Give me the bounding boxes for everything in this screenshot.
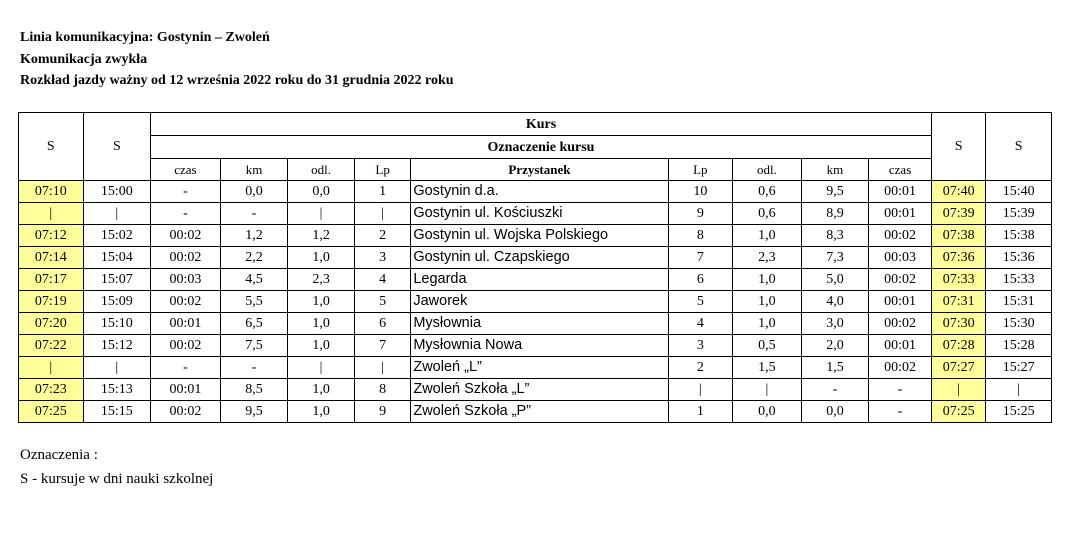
- cell-odl-return: 0,6: [733, 181, 802, 203]
- cell-odl-return: 2,3: [733, 247, 802, 269]
- cell-ret-s1: 07:30: [931, 313, 985, 335]
- cell-lp-return: |: [668, 379, 733, 401]
- cell-ret-s2: 15:39: [986, 203, 1052, 225]
- cell-km-return: 2,0: [801, 335, 869, 357]
- cell-czas: -: [151, 357, 221, 379]
- cell-dep-s2: 15:15: [83, 401, 151, 423]
- cell-lp-return: 5: [668, 291, 733, 313]
- cell-lp-return: 4: [668, 313, 733, 335]
- table-row: [19, 181, 1052, 203]
- cell-ret-s1: 07:25: [931, 401, 985, 423]
- cell-odl: 1,2: [288, 225, 355, 247]
- cell-stop-name: Gostynin ul. Wojska Polskiego: [411, 225, 668, 247]
- cell-ret-s1: 07:33: [931, 269, 985, 291]
- cell-km-return: 7,3: [801, 247, 869, 269]
- cell-ret-s2: 15:36: [986, 247, 1052, 269]
- cell-dep-s2: 15:02: [83, 225, 151, 247]
- cell-ret-s1: 07:28: [931, 335, 985, 357]
- subheader-odl: odl.: [288, 159, 355, 181]
- cell-ret-s1: |: [931, 379, 985, 401]
- cell-czas-return: 00:02: [869, 357, 932, 379]
- cell-czas: 00:01: [151, 313, 221, 335]
- cell-ret-s2: 15:31: [986, 291, 1052, 313]
- subheader-przystanek: Przystanek: [411, 159, 668, 181]
- cell-lp: |: [354, 357, 410, 379]
- cell-dep-s2: 15:09: [83, 291, 151, 313]
- cell-lp: 1: [354, 181, 410, 203]
- cell-dep-s2: 15:00: [83, 181, 151, 203]
- subheader-czas-return: czas: [869, 159, 932, 181]
- course-header-right-1: S: [931, 113, 985, 181]
- cell-lp-return: 7: [668, 247, 733, 269]
- cell-odl-return: |: [733, 379, 802, 401]
- cell-odl-return: 0,5: [733, 335, 802, 357]
- subheader-row: [19, 159, 1052, 181]
- cell-km: -: [220, 203, 288, 225]
- cell-ret-s2: 15:33: [986, 269, 1052, 291]
- cell-dep-s2: 15:07: [83, 269, 151, 291]
- cell-stop-name: Zwoleń Szkoła „L”: [411, 379, 668, 401]
- cell-stop-name: Legarda: [411, 269, 668, 291]
- cell-czas-return: 00:01: [869, 203, 932, 225]
- cell-ret-s1: 07:31: [931, 291, 985, 313]
- cell-czas: 00:02: [151, 291, 221, 313]
- oznaczenie-header: Oznaczenie kursu: [151, 136, 932, 159]
- table-row: [19, 247, 1052, 269]
- timetable: [18, 112, 1052, 423]
- table-row: [19, 291, 1052, 313]
- cell-odl: |: [288, 203, 355, 225]
- cell-czas: 00:02: [151, 225, 221, 247]
- cell-odl: 1,0: [288, 247, 355, 269]
- validity-period: Rozkład jazdy ważny od 12 września 2022 roku do 31 grudnia 2022 roku: [20, 73, 454, 88]
- cell-dep-s1: 07:17: [19, 269, 84, 291]
- cell-km-return: 9,5: [801, 181, 869, 203]
- cell-stop-name: Mysłownia: [411, 313, 668, 335]
- cell-ret-s1: 07:36: [931, 247, 985, 269]
- cell-czas-return: 00:02: [869, 313, 932, 335]
- cell-dep-s1: 07:25: [19, 401, 84, 423]
- legend-title: Oznaczenia :: [20, 447, 98, 463]
- kurs-header: Kurs: [151, 113, 932, 136]
- cell-lp: 3: [354, 247, 410, 269]
- subheader-lp-return: Lp: [668, 159, 733, 181]
- cell-czas-return: -: [869, 401, 932, 423]
- subheader-km: km: [220, 159, 288, 181]
- cell-dep-s1: 07:23: [19, 379, 84, 401]
- cell-czas-return: 00:01: [869, 291, 932, 313]
- cell-dep-s1: 07:19: [19, 291, 84, 313]
- cell-odl: |: [288, 357, 355, 379]
- cell-km: 2,2: [220, 247, 288, 269]
- cell-km-return: 8,9: [801, 203, 869, 225]
- table-row: [19, 357, 1052, 379]
- table-row: [19, 225, 1052, 247]
- cell-dep-s1: |: [19, 357, 84, 379]
- cell-km: 5,5: [220, 291, 288, 313]
- cell-dep-s2: 15:13: [83, 379, 151, 401]
- cell-czas: 00:02: [151, 335, 221, 357]
- cell-stop-name: Zwoleń „L”: [411, 357, 668, 379]
- subheader-lp: Lp: [354, 159, 410, 181]
- cell-czas-return: 00:02: [869, 269, 932, 291]
- cell-km-return: 5,0: [801, 269, 869, 291]
- cell-km-return: 4,0: [801, 291, 869, 313]
- subheader-odl-return: odl.: [733, 159, 802, 181]
- cell-czas: -: [151, 203, 221, 225]
- cell-dep-s1: 07:14: [19, 247, 84, 269]
- table-row: [19, 379, 1052, 401]
- cell-km: 0,0: [220, 181, 288, 203]
- cell-ret-s2: 15:38: [986, 225, 1052, 247]
- course-header-left-1: S: [19, 113, 84, 181]
- cell-km: 1,2: [220, 225, 288, 247]
- cell-stop-name: Gostynin d.a.: [411, 181, 668, 203]
- cell-dep-s2: 15:04: [83, 247, 151, 269]
- cell-lp-return: 1: [668, 401, 733, 423]
- legend: [20, 443, 213, 491]
- cell-km: 4,5: [220, 269, 288, 291]
- cell-stop-name: Zwoleń Szkoła „P”: [411, 401, 668, 423]
- cell-lp-return: 3: [668, 335, 733, 357]
- cell-odl: 1,0: [288, 335, 355, 357]
- cell-dep-s1: 07:22: [19, 335, 84, 357]
- course-header-right-2: S: [986, 113, 1052, 181]
- header-row-2: [19, 136, 1052, 159]
- cell-ret-s2: 15:30: [986, 313, 1052, 335]
- cell-ret-s2: |: [986, 379, 1052, 401]
- cell-lp-return: 10: [668, 181, 733, 203]
- cell-stop-name: Gostynin ul. Czapskiego: [411, 247, 668, 269]
- cell-lp-return: 8: [668, 225, 733, 247]
- cell-czas-return: 00:01: [869, 335, 932, 357]
- header-row-1: [19, 113, 1052, 136]
- cell-odl: 2,3: [288, 269, 355, 291]
- cell-lp: 6: [354, 313, 410, 335]
- cell-dep-s1: |: [19, 203, 84, 225]
- cell-dep-s2: |: [83, 203, 151, 225]
- cell-km-return: 8,3: [801, 225, 869, 247]
- cell-km: 9,5: [220, 401, 288, 423]
- cell-odl: 1,0: [288, 401, 355, 423]
- cell-czas-return: -: [869, 379, 932, 401]
- cell-dep-s2: |: [83, 357, 151, 379]
- cell-ret-s2: 15:25: [986, 401, 1052, 423]
- cell-odl-return: 0,0: [733, 401, 802, 423]
- cell-km-return: 0,0: [801, 401, 869, 423]
- cell-ret-s2: 15:27: [986, 357, 1052, 379]
- cell-czas-return: 00:03: [869, 247, 932, 269]
- cell-ret-s1: 07:38: [931, 225, 985, 247]
- cell-czas-return: 00:01: [869, 181, 932, 203]
- cell-km-return: -: [801, 379, 869, 401]
- cell-czas-return: 00:02: [869, 225, 932, 247]
- cell-ret-s1: 07:39: [931, 203, 985, 225]
- cell-odl-return: 1,5: [733, 357, 802, 379]
- cell-km: 6,5: [220, 313, 288, 335]
- table-row: [19, 335, 1052, 357]
- communication-type: Komunikacja zwykła: [20, 51, 148, 67]
- cell-czas: 00:01: [151, 379, 221, 401]
- subheader-czas: czas: [151, 159, 221, 181]
- cell-dep-s1: 07:12: [19, 225, 84, 247]
- cell-km-return: 1,5: [801, 357, 869, 379]
- cell-odl-return: 1,0: [733, 313, 802, 335]
- table-row: [19, 269, 1052, 291]
- cell-dep-s1: 07:20: [19, 313, 84, 335]
- cell-km: 8,5: [220, 379, 288, 401]
- cell-odl: 0,0: [288, 181, 355, 203]
- legend-item: S - kursuje w dni nauki szkolnej: [20, 471, 214, 487]
- cell-ret-s2: 15:40: [986, 181, 1052, 203]
- cell-czas: 00:02: [151, 401, 221, 423]
- timetable-header: [20, 27, 454, 92]
- cell-odl: 1,0: [288, 313, 355, 335]
- cell-odl-return: 1,0: [733, 269, 802, 291]
- line-title: Linia komunikacyjna: Gostynin – Zwoleń: [20, 30, 270, 45]
- cell-lp: 5: [354, 291, 410, 313]
- cell-stop-name: Jaworek: [411, 291, 668, 313]
- cell-czas: -: [151, 181, 221, 203]
- table-row: [19, 313, 1052, 335]
- cell-lp: |: [354, 203, 410, 225]
- cell-odl-return: 1,0: [733, 225, 802, 247]
- cell-czas: 00:03: [151, 269, 221, 291]
- table-row: [19, 401, 1052, 423]
- cell-odl-return: 1,0: [733, 291, 802, 313]
- course-header-left-2: S: [83, 113, 151, 181]
- cell-ret-s1: 07:40: [931, 181, 985, 203]
- cell-stop-name: Mysłownia Nowa: [411, 335, 668, 357]
- cell-odl: 1,0: [288, 291, 355, 313]
- cell-lp-return: 9: [668, 203, 733, 225]
- cell-lp: 7: [354, 335, 410, 357]
- cell-odl-return: 0,6: [733, 203, 802, 225]
- timetable-body: [19, 113, 1052, 423]
- cell-lp-return: 2: [668, 357, 733, 379]
- cell-ret-s1: 07:27: [931, 357, 985, 379]
- cell-czas: 00:02: [151, 247, 221, 269]
- cell-lp: 9: [354, 401, 410, 423]
- cell-dep-s2: 15:10: [83, 313, 151, 335]
- cell-lp: 4: [354, 269, 410, 291]
- subheader-km-return: km: [801, 159, 869, 181]
- cell-dep-s2: 15:12: [83, 335, 151, 357]
- cell-stop-name: Gostynin ul. Kościuszki: [411, 203, 668, 225]
- cell-dep-s1: 07:10: [19, 181, 84, 203]
- table-row: [19, 203, 1052, 225]
- cell-lp: 8: [354, 379, 410, 401]
- cell-km: 7,5: [220, 335, 288, 357]
- cell-ret-s2: 15:28: [986, 335, 1052, 357]
- cell-km: -: [220, 357, 288, 379]
- cell-lp: 2: [354, 225, 410, 247]
- cell-odl: 1,0: [288, 379, 355, 401]
- cell-km-return: 3,0: [801, 313, 869, 335]
- cell-lp-return: 6: [668, 269, 733, 291]
